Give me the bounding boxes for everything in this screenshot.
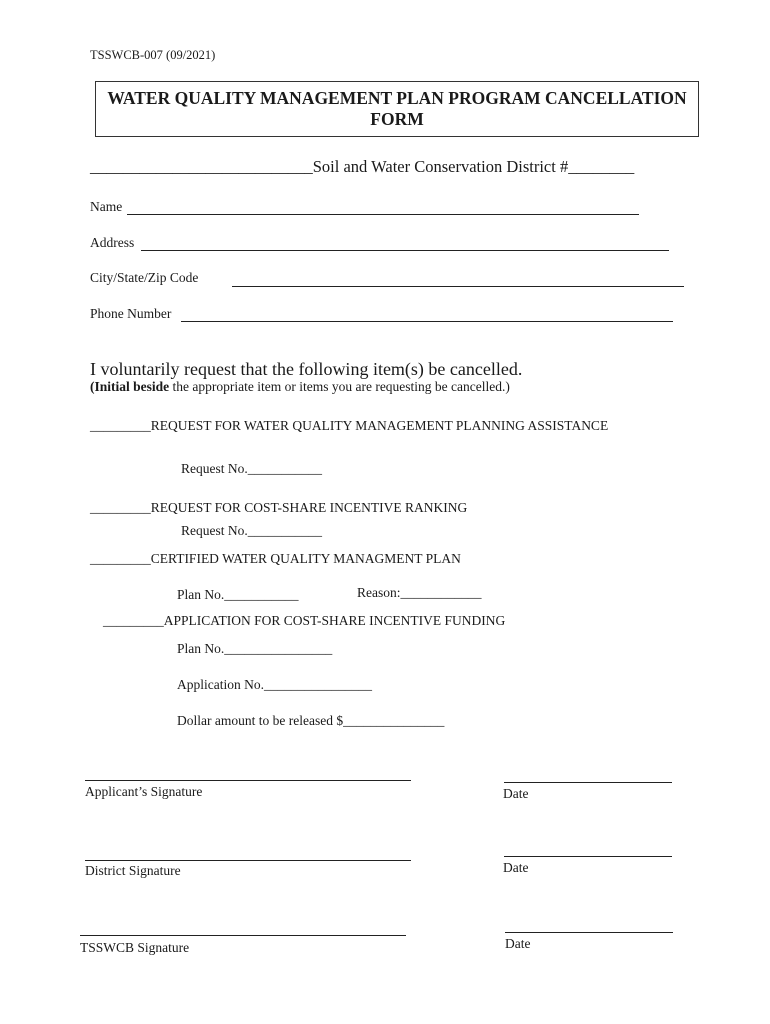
initial-blank-certified[interactable]: _________ xyxy=(90,551,151,566)
item-ranking-label: REQUEST FOR COST-SHARE INCENTIVE RANKING xyxy=(150,500,468,515)
request-note-bold: (Initial beside xyxy=(90,379,170,394)
initial-blank-wqmp-assistance[interactable]: _________ xyxy=(90,418,151,433)
initial-blank-funding[interactable]: _________ xyxy=(103,613,164,628)
request-heading: I voluntarily request that the following item(s) be cancelled. xyxy=(90,359,523,379)
funding-application-number[interactable]: Application No.________________ xyxy=(177,677,372,692)
ranking-request-number[interactable]: Request No.___________ xyxy=(181,523,322,538)
item-wqmp-assistance xyxy=(90,418,608,434)
name-field[interactable] xyxy=(127,214,639,215)
item-wqmp-assistance-label: REQUEST FOR WATER QUALITY MANAGEMENT PLANNING ASSISTANCE xyxy=(150,418,609,433)
tsswcb-date-line[interactable] xyxy=(505,932,673,933)
district-name-blank[interactable]: ___________________________ xyxy=(90,157,313,176)
applicant-date-line[interactable] xyxy=(504,782,672,783)
phone-label: Phone Number xyxy=(90,306,172,321)
tsswcb-date-label: Date xyxy=(505,936,531,951)
form-title xyxy=(95,81,699,137)
address-field[interactable] xyxy=(141,250,669,251)
applicant-signature-line[interactable] xyxy=(85,780,411,781)
district-date-label: Date xyxy=(503,860,529,875)
item-certified xyxy=(90,551,461,567)
request-note xyxy=(90,379,510,395)
district-label: Soil and Water Conservation District # xyxy=(312,157,569,176)
tsswcb-signature-line[interactable] xyxy=(80,935,406,936)
phone-field[interactable] xyxy=(181,321,673,322)
district-number-blank[interactable]: ________ xyxy=(568,157,635,176)
city-state-zip-field[interactable] xyxy=(232,286,684,287)
applicant-signature-label: Applicant’s Signature xyxy=(85,784,203,799)
city-state-zip-label: City/State/Zip Code xyxy=(90,270,199,285)
certified-plan-number[interactable]: Plan No.___________ xyxy=(177,587,299,602)
item-ranking xyxy=(90,500,467,516)
district-line xyxy=(90,157,634,177)
district-signature-line[interactable] xyxy=(85,860,411,861)
district-signature-label: District Signature xyxy=(85,863,181,878)
item-funding xyxy=(103,613,505,629)
form-title-line1: WATER QUALITY MANAGEMENT PLAN PROGRAM CANCELLATION xyxy=(107,88,687,108)
initial-blank-ranking[interactable]: _________ xyxy=(90,500,151,515)
name-label: Name xyxy=(90,199,123,214)
funding-plan-number[interactable]: Plan No.________________ xyxy=(177,641,333,656)
form-title-line2: FORM xyxy=(370,109,424,129)
funding-dollar-amount[interactable]: Dollar amount to be released $_______________ xyxy=(177,713,445,728)
wqmp-request-number[interactable]: Request No.___________ xyxy=(181,461,322,476)
tsswcb-signature-label: TSSWCB Signature xyxy=(80,940,190,955)
applicant-date-label: Date xyxy=(503,786,529,801)
district-date-line[interactable] xyxy=(504,856,672,857)
form-code: TSSWCB-007 (09/2021) xyxy=(90,48,216,62)
certified-reason[interactable]: Reason:____________ xyxy=(357,585,482,600)
item-certified-label: CERTIFIED WATER QUALITY MANAGMENT PLAN xyxy=(150,551,461,566)
address-label: Address xyxy=(90,235,135,250)
request-note-rest: the appropriate item or items you are requesting be cancelled.) xyxy=(169,379,510,394)
item-funding-label: APPLICATION FOR COST-SHARE INCENTIVE FUNDING xyxy=(163,613,506,628)
